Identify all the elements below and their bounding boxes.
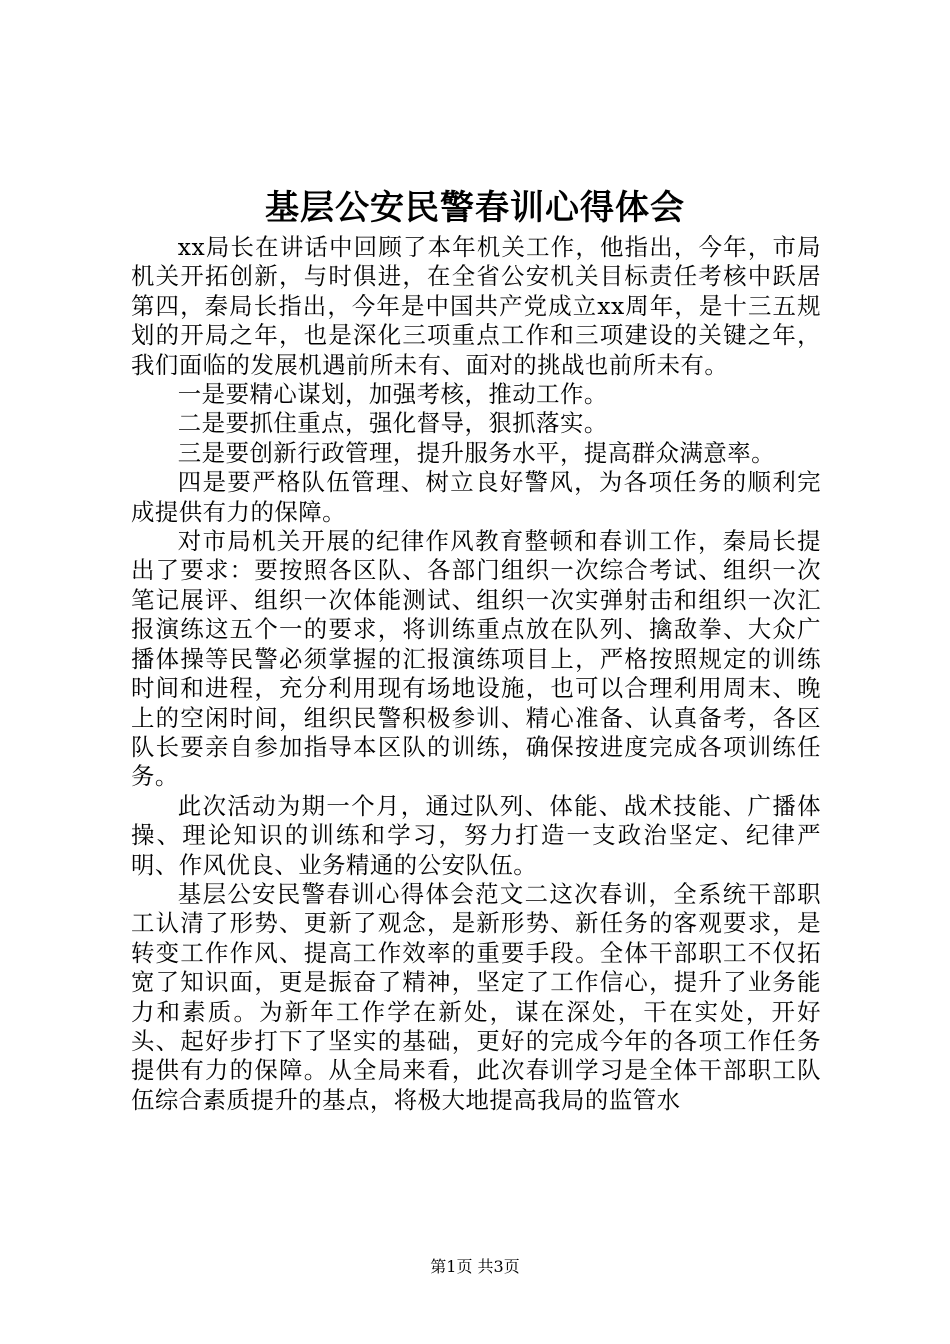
document-body <box>131 233 821 1115</box>
page-number-footer: 第1页 共3页 <box>430 1257 520 1276</box>
paragraph-sample-two: 基层公安民警春训心得体会范文二这次春训，全系统干部职工认清了形势、更新了观念，是新形势、新任务的客观要求，是转变工作作风、提高工作效率的重要手段。全体干部职工不仅拓宽了知识面，更是振奋了精神，坚定了工作信心，提升了业务能力和素质。为新年工作学在新处，谋在深处，干在实处，开好头、起好步打下了坚实的基础，更好的完成今年的各项工作任务提供有力的保障。从全局来看，此次春训学习是全体干部职工队伍综合素质提升的基点，将极大地提高我局的监管水 <box>131 879 821 1114</box>
paragraph-point-one: 一是要精心谋划，加强考核，推动工作。 <box>177 380 608 409</box>
paragraph-intro: xx局长在讲话中回顾了本年机关工作，他指出，今年，市局机关开拓创新，与时俱进，在全省公安机关目标责任考核中跃居第四，秦局长指出，今年是中国共产党成立xx周年，是十三五规划的开局之年，也是深化三项重点工作和三项建设的关键之年，我们面临的发展机遇前所未有、面对的挑战也前所未有。 <box>131 233 821 379</box>
paragraph-point-four: 四是要严格队伍管理、树立良好警风，为各项任务的顺利完成提供有力的保障。 <box>131 468 821 526</box>
paragraph-point-three: 三是要创新行政管理，提升服务水平，提高群众满意率。 <box>177 438 776 467</box>
paragraph-training-requirements: 对市局机关开展的纪律作风教育整顿和春训工作，秦局长提出了要求：要按照各区队、各部门组织一次综合考试、组织一次笔记展评、组织一次体能测试、组织一次实弹射击和组织一次汇报演练这五个一的要求，将训练重点放在队列、擒敌拳、大众广播体操等民警必须掌握的汇报演练项目上，严格按照规定的训练时间和进程，充分利用现有场地设施，也可以合理利用周末、晚上的空闲时间，组织民警积极参训、精心准备、认真备考，各区队长要亲自参加指导本区队的训练，确保按进度完成各项训练任务。 <box>131 527 821 791</box>
paragraph-point-two: 二是要抓住重点，强化督导，狠抓落实。 <box>177 409 608 438</box>
document-title: 基层公安民警春训心得体会 <box>265 188 685 228</box>
paragraph-activity-summary: 此次活动为期一个月，通过队列、体能、战术技能、广播体操、理论知识的训练和学习，努力打造一支政治坚定、纪律严明、作风优良、业务精通的公安队伍。 <box>131 791 821 879</box>
